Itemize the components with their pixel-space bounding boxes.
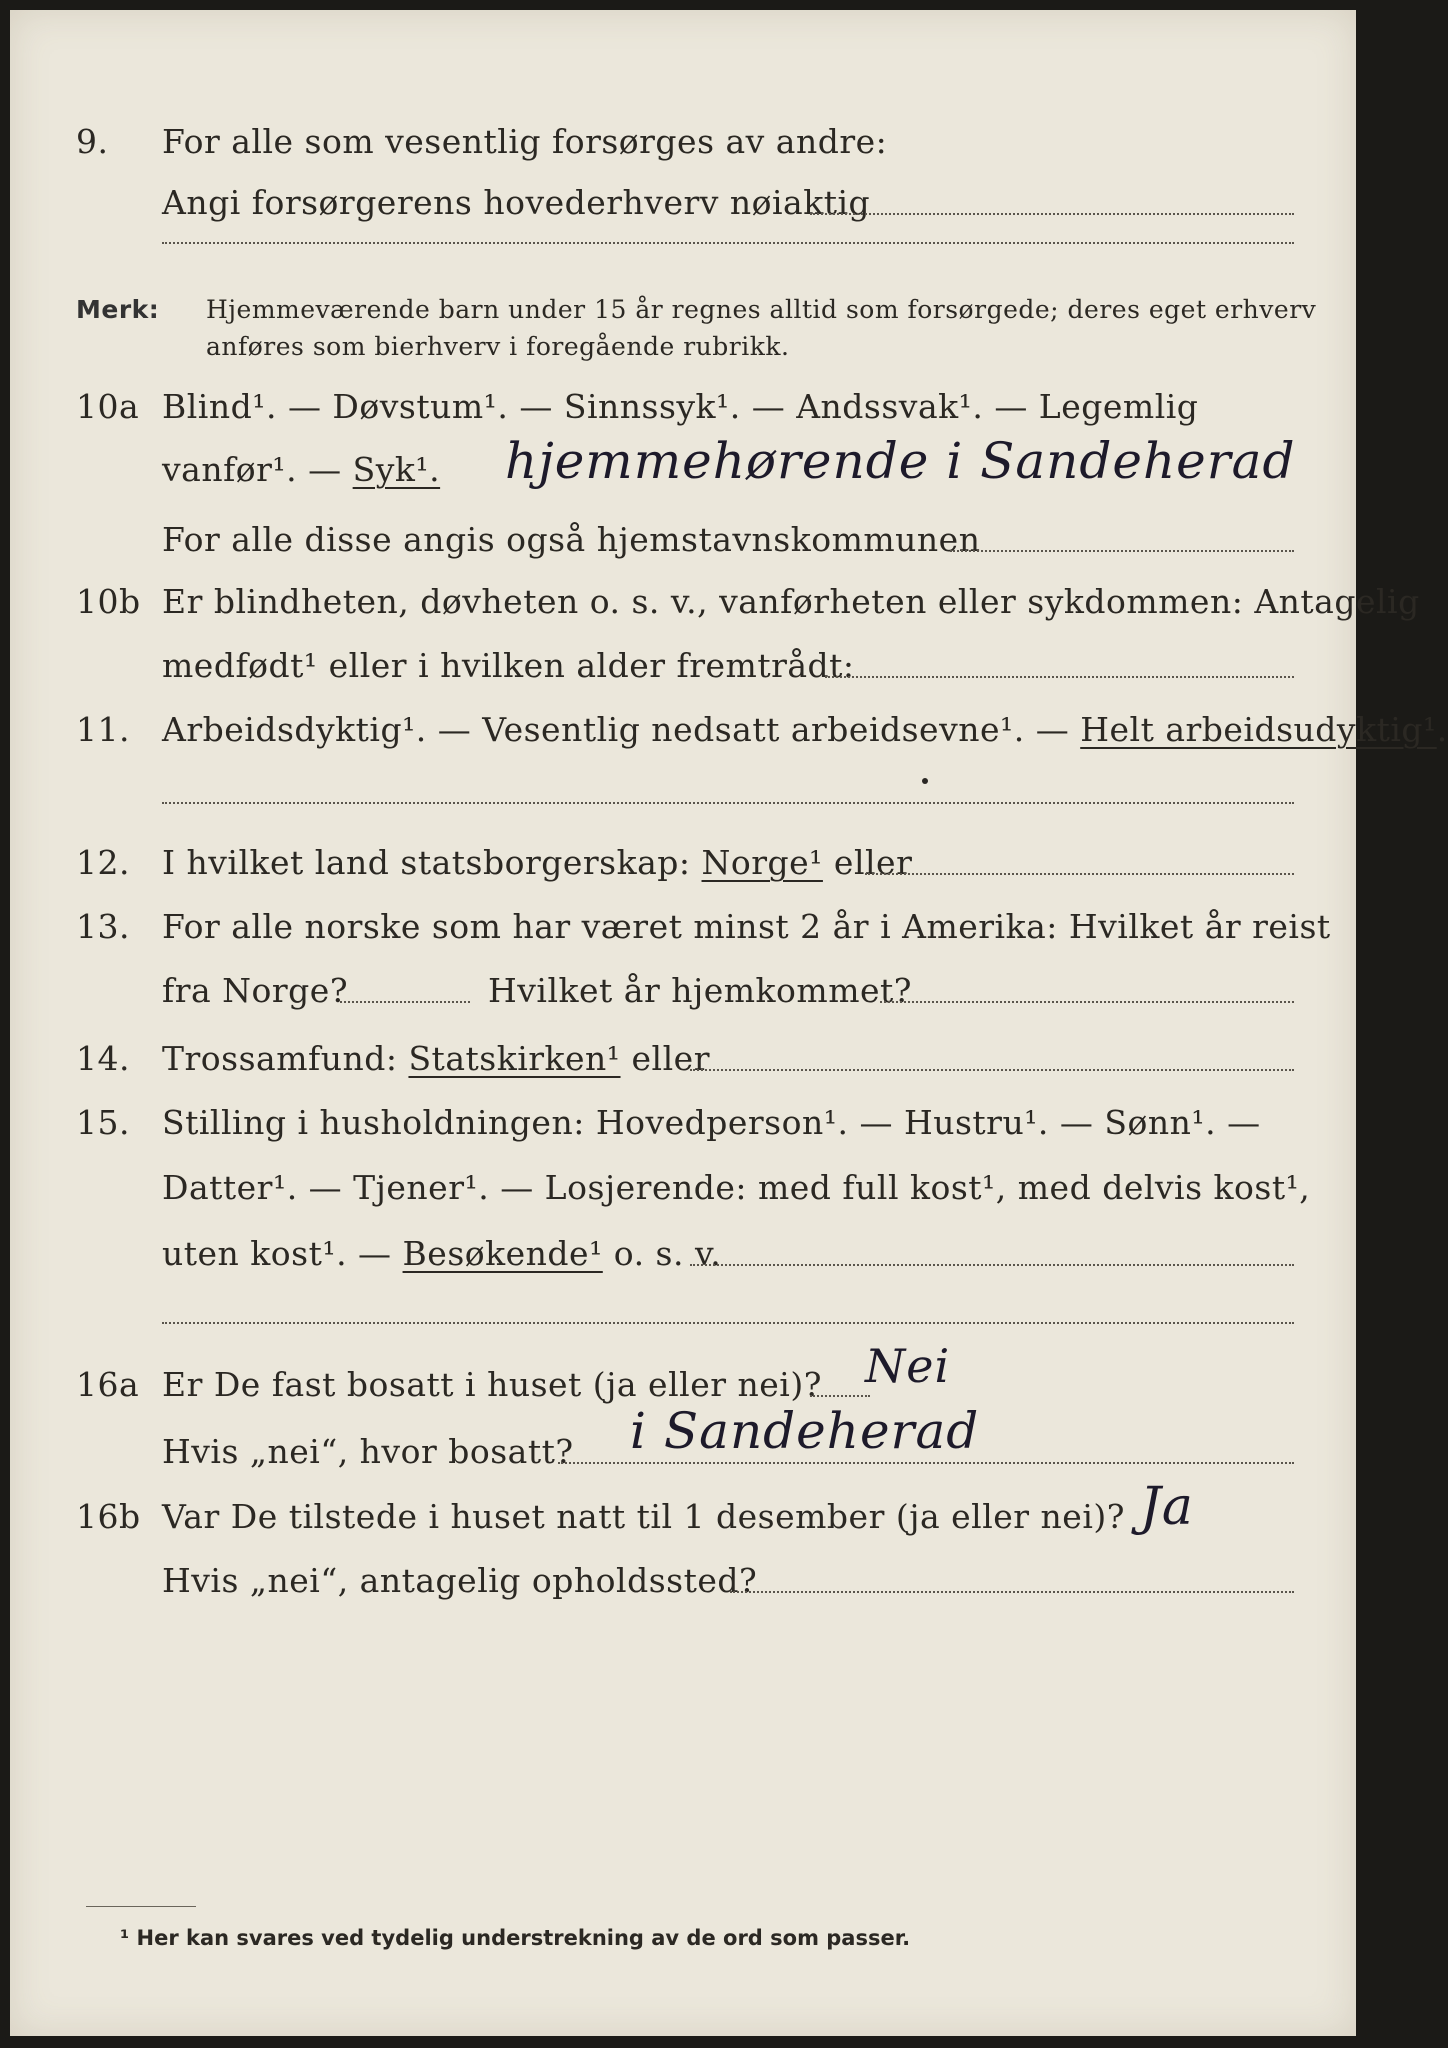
q10a-text-1: Blind¹. — Døvstum¹. — Sinnssyk¹. — Andssvak¹. — Legemlig <box>162 387 1199 426</box>
q10a-text-2 <box>162 450 440 489</box>
q10a-number: 10a <box>76 387 140 426</box>
q16a-answer-line-1[interactable] <box>810 1395 870 1397</box>
q11-marked[interactable]: Helt arbeidsudyktig¹ <box>1080 710 1437 749</box>
q11-text <box>162 710 1448 749</box>
q12-text <box>162 843 912 882</box>
q16a-handwritten-answer-2: i Sandeherad <box>630 1402 980 1460</box>
q10a-handwritten-answer: hjemmehørende i Sandeherad <box>505 432 1296 490</box>
q10b-text-2: medfødt¹ eller i hvilken alder fremtrådt: <box>162 646 855 685</box>
q15-text-2: Datter¹. — Tjener¹. — Losjerende: med full kost¹, med delvis kost¹, <box>162 1168 1311 1207</box>
q16a-answer-line-2[interactable] <box>558 1462 1294 1464</box>
ink-dot <box>922 778 928 784</box>
q12-suffix: eller <box>822 843 913 882</box>
q13-reist-answer-line[interactable] <box>340 1001 470 1003</box>
q15-suffix: o. s. v. <box>602 1234 722 1273</box>
q10b-answer-line[interactable] <box>825 676 1294 678</box>
q9-text-2: Angi forsørgerens hovederhverv nøiaktig <box>162 183 871 222</box>
q14-prefix: Trossamfund: <box>162 1039 409 1078</box>
q15-prefix: uten kost¹. — <box>162 1234 403 1273</box>
q14-text <box>162 1039 710 1078</box>
q11-number: 11. <box>76 710 130 749</box>
q15-text-3 <box>162 1234 721 1273</box>
q13-number: 13. <box>76 907 130 946</box>
q16b-answer-line[interactable] <box>730 1591 1294 1593</box>
q16a-handwritten-answer-1: Nei <box>865 1339 951 1393</box>
q10b-number: 10b <box>76 582 141 621</box>
q15-marked-besokende[interactable]: Besøkende¹ <box>402 1234 603 1273</box>
census-form-page <box>10 10 1448 2036</box>
footnote: ¹ Her kan svares ved tydelig understrekning av de ord som passer. <box>120 1926 911 1950</box>
q16a-text-1: Er De fast bosatt i huset (ja eller nei)? <box>162 1365 822 1404</box>
q11-answer-line[interactable] <box>162 802 1294 804</box>
q10a-answer-line[interactable] <box>950 550 1294 552</box>
q13-text-1: For alle norske som har været minst 2 år i Amerika: Hvilket år reist <box>162 907 1331 946</box>
q9-text-1: For alle som vesentlig forsørges av andre: <box>162 122 888 161</box>
q12-prefix: I hvilket land statsborgerskap: <box>162 843 702 882</box>
q13-text-2a: fra Norge? <box>162 971 349 1010</box>
q10a-marked-syk[interactable]: Syk¹. <box>352 450 441 489</box>
q14-number: 14. <box>76 1039 130 1078</box>
q15-number: 15. <box>76 1103 130 1142</box>
q12-number: 12. <box>76 843 130 882</box>
q12-answer-line[interactable] <box>865 873 1294 875</box>
q10a-prefix: vanfør¹. — <box>162 450 353 489</box>
q16b-handwritten-answer-1: Ja <box>1140 1477 1194 1537</box>
q16a-number: 16a <box>76 1365 140 1404</box>
q16b-number: 16b <box>76 1497 141 1536</box>
q14-suffix: eller <box>620 1039 710 1078</box>
q11-suffix: . <box>1436 710 1448 749</box>
q14-marked-statskirken[interactable]: Statskirken¹ <box>408 1039 621 1078</box>
q15-text-1: Stilling i husholdningen: Hovedperson¹. — Hustru¹. — Sønn¹. — <box>162 1103 1261 1142</box>
q9-answer-line-2[interactable] <box>162 242 1294 244</box>
q15-answer-line[interactable] <box>690 1264 1294 1266</box>
q13-text-2b: Hvilket år hjemkommet? <box>488 971 912 1010</box>
q14-answer-line[interactable] <box>690 1069 1294 1071</box>
q12-marked-norge[interactable]: Norge¹ <box>701 843 823 882</box>
q15-answer-line-2[interactable] <box>162 1322 1294 1324</box>
merk-text-2: anføres som bierhverv i foregående rubrikk. <box>206 332 790 361</box>
q9-answer-line[interactable] <box>810 213 1294 215</box>
q16a-text-2: Hvis „nei“, hvor bosatt? <box>162 1432 574 1471</box>
footnote-rule <box>86 1906 196 1907</box>
q16b-text-2: Hvis „nei“, antagelig opholdssted? <box>162 1561 758 1600</box>
q9-number: 9. <box>76 122 109 161</box>
merk-label: Merk: <box>76 295 160 324</box>
q10a-text-3: For alle disse angis også hjemstavnskommunen <box>162 520 981 559</box>
merk-text-1: Hjemmeværende barn under 15 år regnes alltid som forsørgede; deres eget erhverv <box>206 295 1317 324</box>
q11-prefix: Arbeidsdyktig¹. — Vesentlig nedsatt arbeidsevne¹. — <box>162 710 1081 749</box>
q10b-text-1: Er blindheten, døvheten o. s. v., vanførheten eller sykdommen: Antagelig <box>162 582 1420 621</box>
q13-hjemkommet-answer-line[interactable] <box>880 1001 1294 1003</box>
q16b-text-1: Var De tilstede i huset natt til 1 desember (ja eller nei)? <box>162 1497 1125 1536</box>
